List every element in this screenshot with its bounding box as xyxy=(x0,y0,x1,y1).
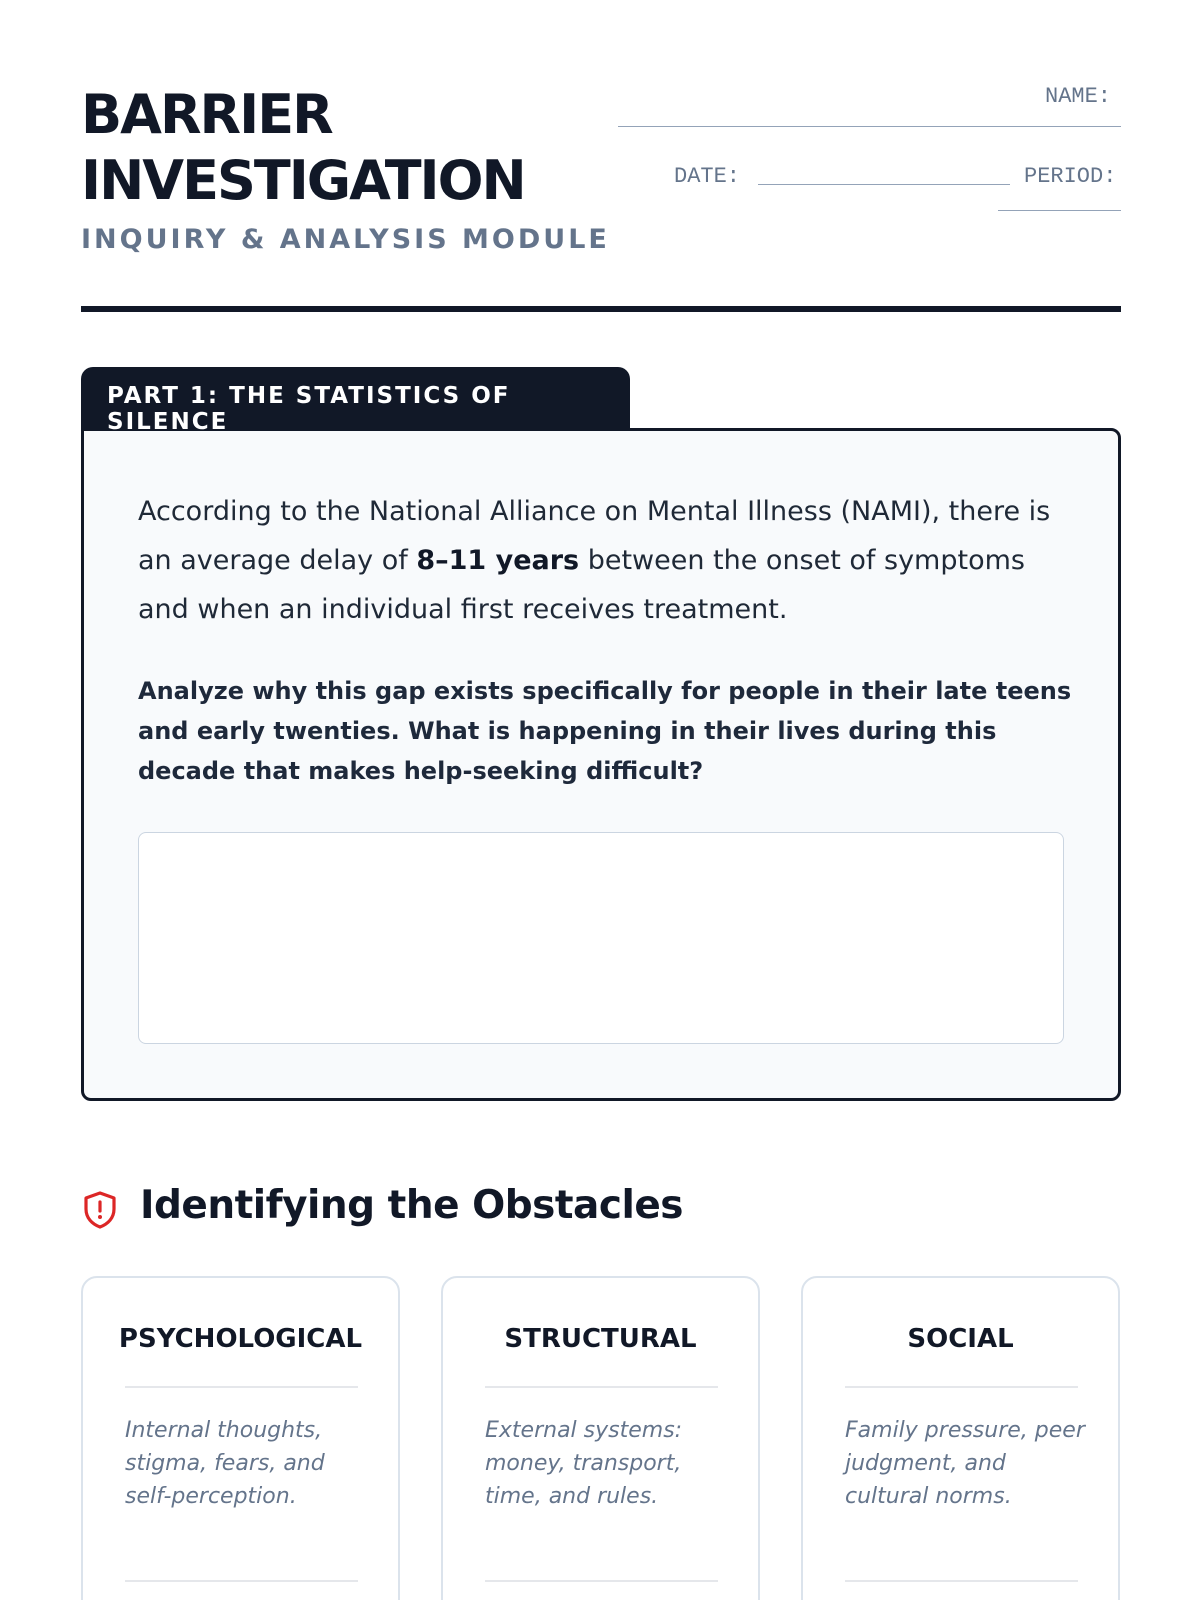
header-divider xyxy=(81,306,1121,312)
analysis-prompt: Analyze why this gap exists specifically for people in their late teens and early twenties. What is happening in their lives during this decade that makes help-seeking difficult? xyxy=(138,677,1072,785)
intro-text-end: between the onset of symptoms and when an individual first receives treatment. xyxy=(138,545,1025,625)
card-title: SOCIAL xyxy=(907,1324,1014,1354)
card-title: STRUCTURAL xyxy=(504,1324,697,1354)
name-label: NAME: xyxy=(1045,84,1112,109)
date-field[interactable] xyxy=(758,184,1010,185)
shield-alert-icon xyxy=(82,1190,118,1230)
delay-years-highlight: 8–11 years xyxy=(416,545,580,576)
part1-tab: PART 1: THE STATISTICS OF SILENCE xyxy=(81,367,630,431)
card-description: Internal thoughts, stigma, fears, and self-perception. xyxy=(125,1418,325,1509)
card-divider xyxy=(485,1386,718,1388)
date-label: DATE: xyxy=(674,164,741,189)
intro-text-start: According to the National Alliance on Mental Illness (NAMI), there is an average delay of xyxy=(138,496,1051,576)
period-field[interactable] xyxy=(998,210,1121,211)
period-label: PERIOD: xyxy=(1024,164,1117,189)
obstacle-card-psychological xyxy=(81,1276,400,1600)
obstacle-card-social xyxy=(801,1276,1120,1600)
worksheet-title xyxy=(81,82,621,214)
answer-box[interactable] xyxy=(138,832,1064,1044)
card-divider xyxy=(845,1386,1078,1388)
name-field[interactable] xyxy=(618,126,1121,127)
nami-statistic-text xyxy=(138,487,1078,634)
title-line-1: BARRIER xyxy=(81,83,332,146)
card-answer-line[interactable] xyxy=(125,1580,358,1582)
card-divider xyxy=(125,1386,358,1388)
card-description: Family pressure, peer judgment, and cultural norms. xyxy=(845,1418,1085,1509)
obstacles-heading: Identifying the Obstacles xyxy=(140,1183,684,1228)
card-answer-line[interactable] xyxy=(485,1580,718,1582)
card-answer-line[interactable] xyxy=(845,1580,1078,1582)
card-title: PSYCHOLOGICAL xyxy=(118,1324,363,1354)
title-line-2: INVESTIGATION xyxy=(81,149,525,212)
obstacle-card-structural xyxy=(441,1276,760,1600)
module-subtitle: INQUIRY & ANALYSIS MODULE xyxy=(81,224,610,255)
card-description: External systems: money, transport, time, and rules. xyxy=(485,1418,683,1509)
